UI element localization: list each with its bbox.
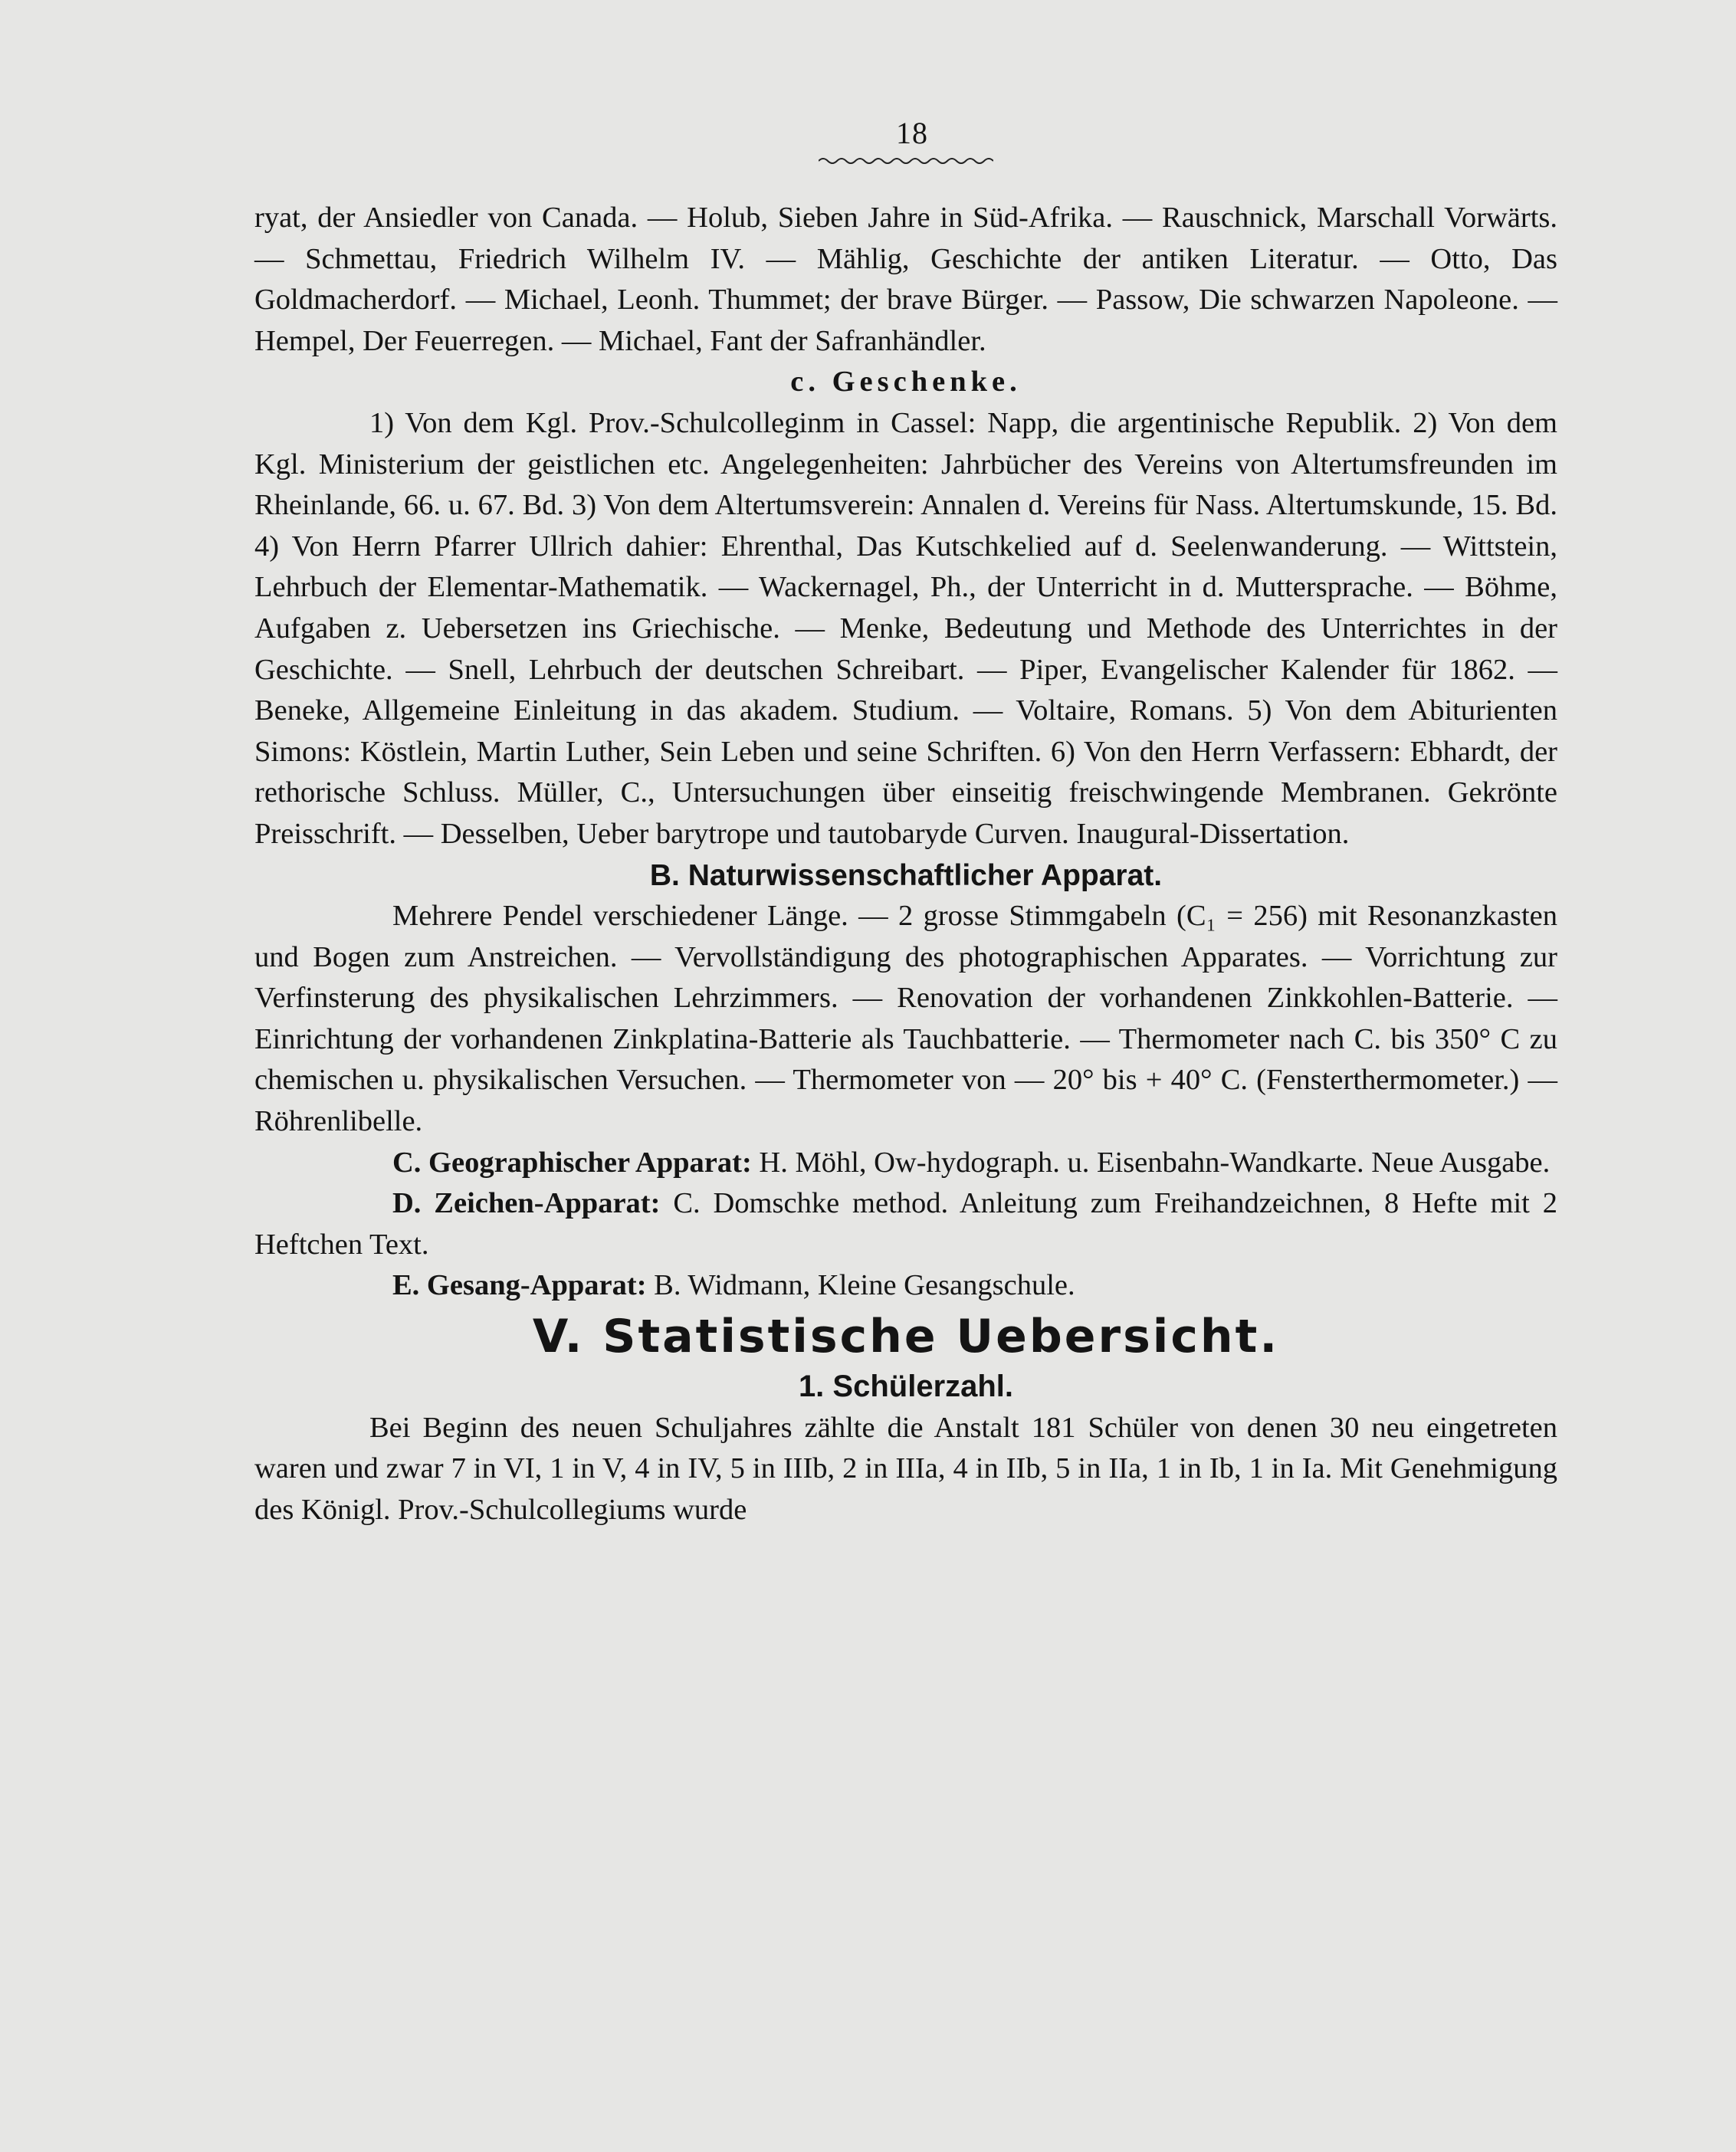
section-e-gesang xyxy=(254,1265,1557,1307)
section-e-label: E. Gesang-Apparat: xyxy=(392,1269,647,1302)
paragraph-literature: ryat, der Ansiedler von Canada. — Holub, Sieben Jahre in Süd-Afrika. — Rauschnick, Marschall Vorwärts. — Schmettau, Friedrich Wilhelm IV. — Mählig, Geschichte der antiken Literatur. — Otto, Das Goldmacherdorf. — Michael, Leonh. Thummet; der brave Bürger. — Passow, Die schwarzen Napoleone. — Hempel, Der Feuerregen. — Michael, Fant der Safranhändler. xyxy=(254,202,1557,357)
section-d-label: D. Zeichen-Apparat: xyxy=(392,1187,661,1220)
section-e-text: B. Widmann, Kleine Gesangschule. xyxy=(654,1269,1075,1302)
section-c-heading: c. Geschenke. xyxy=(790,366,1022,399)
page-number-ornament xyxy=(819,156,993,166)
page-number: 18 xyxy=(896,116,928,150)
section-c-text: H. Möhl, Ow-hydograph. u. Eisenbahn-Wandkarte. Neue Ausgabe. xyxy=(759,1146,1551,1179)
subsection-1-heading: 1. Schülerzahl. xyxy=(798,1370,1014,1404)
chapter-v-heading: V. Statistische Uebersicht. xyxy=(532,1310,1280,1364)
page-body xyxy=(254,198,1557,1530)
section-c-label: C. Geographischer Apparat: xyxy=(392,1146,752,1179)
section-c-geographie xyxy=(254,1143,1557,1184)
section-b-heading: B. Naturwissenschaftlicher Apparat. xyxy=(649,858,1163,892)
section-d-zeichen xyxy=(254,1183,1557,1265)
paragraph-naturwiss: Mehrere Pendel verschiedener Länge. — 2 grosse Stimmgabeln (C₁ = 256) mit Resonanzkasten und Bogen zum Anstreichen. — Vervollständigung des photographischen Apparates. — Vorrichtung zur Verfinsterung des physikalischen Lehrzimmers. — Renovation der vorhandenen Zinkkohlen-Batterie. — Einrichtung der vorhandenen Zinkplatina-Batterie als Tauchbatterie. — Thermometer nach C. bis 350° C zu chemischen u. physikalischen Versuchen. — Thermometer von — 20° bis + 40° C. (Fensterthermometer.) — Röhrenlibelle. xyxy=(254,900,1557,1138)
section-d-text: C. Domschke method. Anleitung zum Freihandzeichnen, 8 Hefte mit 2 Heftchen Text. xyxy=(254,1187,1558,1261)
paragraph-schuelerzahl: Bei Beginn des neuen Schuljahres zählte die Anstalt 181 Schüler von denen 30 neu eingetreten waren und zwar 7 in VI, 1 in V, 4 in IV, 5 in IIIb, 2 in IIIa, 4 in IIb, 5 in IIa, 1 in Ib, 1 in Ia. Mit Genehmigung des Königl. Prov.-Schulcollegiums wurde xyxy=(254,1411,1557,1526)
paragraph-geschenke: 1) Von dem Kgl. Prov.-Schulcolleginm in Cassel: Napp, die argentinische Republik. 2) Von dem Kgl. Ministerium der geistlichen etc. Angelegenheiten: Jahrbücher des Vereins von Altertumsfreunden im Rheinlande, 66. u. 67. Bd. 3) Von dem Altertumsverein: Annalen d. Vereins für Nass. Altertumskunde, 15. Bd. 4) Von Herrn Pfarrer Ullrich dahier: Ehrenthal, Das Kutschkelied auf d. Seelenwanderung. — Wittstein, Lehrbuch der Elementar-Mathematik. — Wackernagel, Ph., der Unterricht in d. Muttersprache. — Böhme, Aufgaben z. Uebersetzen ins Griechische. — Menke, Bedeutung und Methode des Unterrichtes in der Geschichte. — Snell, Lehrbuch der deutschen Schreibart. — Piper, Evangelischer Kalender für 1862. — Beneke, Allgemeine Einleitung in das akadem. Studium. — Voltaire, Romans. 5) Von dem Abiturienten Simons: Köstlein, Martin Luther, Sein Leben und seine Schriften. 6) Von den Herrn Verfassern: Ebhardt, der rethorische Schluss. Müller, C., Untersuchungen über einseitig freischwingende Membranen. Gekrönte Preisschrift. — Desselben, Ueber barytrope und tautobaryde Curven. Inaugural-Dissertation. xyxy=(254,406,1557,850)
